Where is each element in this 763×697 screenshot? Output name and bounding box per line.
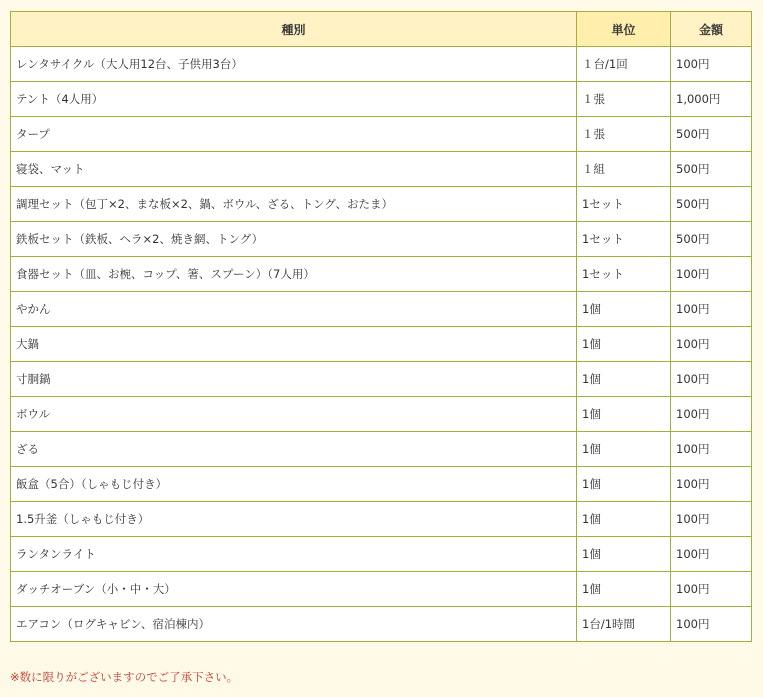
cell-price: 500円 xyxy=(671,187,752,222)
cell-price: 100円 xyxy=(671,467,752,502)
cell-price: 100円 xyxy=(671,257,752,292)
cell-unit: １張 xyxy=(577,117,671,152)
cell-unit: 1個 xyxy=(577,397,671,432)
cell-unit: 1個 xyxy=(577,362,671,397)
cell-category: 寝袋、マット xyxy=(11,152,577,187)
header-unit: 単位 xyxy=(577,12,671,47)
cell-price: 100円 xyxy=(671,327,752,362)
cell-unit: 1個 xyxy=(577,467,671,502)
cell-unit: 1セット xyxy=(577,222,671,257)
cell-unit: １台/1回 xyxy=(577,47,671,82)
rental-price-table xyxy=(10,11,752,642)
cell-unit: 1個 xyxy=(577,292,671,327)
table-row xyxy=(11,327,752,362)
table-row xyxy=(11,222,752,257)
table-row xyxy=(11,152,752,187)
table-row xyxy=(11,397,752,432)
cell-price: 100円 xyxy=(671,362,752,397)
cell-unit: 1個 xyxy=(577,537,671,572)
cell-category: タープ xyxy=(11,117,577,152)
cell-price: 500円 xyxy=(671,152,752,187)
cell-price: 500円 xyxy=(671,222,752,257)
table-row xyxy=(11,187,752,222)
rental-table-container xyxy=(10,11,751,642)
cell-category: ざる xyxy=(11,432,577,467)
cell-category: 調理セット（包丁×2、まな板×2、鍋、ボウル、ざる、トング、おたま） xyxy=(11,187,577,222)
cell-price: 100円 xyxy=(671,292,752,327)
table-row xyxy=(11,537,752,572)
cell-unit: 1セット xyxy=(577,187,671,222)
cell-category: やかん xyxy=(11,292,577,327)
cell-category: 大鍋 xyxy=(11,327,577,362)
cell-unit: 1個 xyxy=(577,572,671,607)
cell-price: 100円 xyxy=(671,572,752,607)
cell-category: 食器セット（皿、お椀、コップ、箸、スプーン）（7人用） xyxy=(11,257,577,292)
table-row xyxy=(11,257,752,292)
cell-price: 1,000円 xyxy=(671,82,752,117)
availability-note: ※数に限りがございますのでご了承下さい。 xyxy=(10,670,239,684)
cell-category: ランタンライト xyxy=(11,537,577,572)
cell-unit: 1個 xyxy=(577,327,671,362)
cell-category: 鉄板セット（鉄板、ヘラ×2、焼き網、トング） xyxy=(11,222,577,257)
table-row xyxy=(11,572,752,607)
cell-unit: 1個 xyxy=(577,502,671,537)
table-row xyxy=(11,82,752,117)
table-row xyxy=(11,292,752,327)
table-row xyxy=(11,117,752,152)
header-price: 金額 xyxy=(671,12,752,47)
table-row xyxy=(11,502,752,537)
cell-price: 100円 xyxy=(671,432,752,467)
cell-price: 100円 xyxy=(671,397,752,432)
table-header-row xyxy=(11,12,752,47)
cell-category: エアコン（ログキャビン、宿泊棟内） xyxy=(11,607,577,642)
table-row xyxy=(11,467,752,502)
cell-price: 100円 xyxy=(671,47,752,82)
header-category: 種別 xyxy=(11,12,577,47)
cell-category: 飯盒（5合）（しゃもじ付き） xyxy=(11,467,577,502)
cell-category: 1.5升釜（しゃもじ付き） xyxy=(11,502,577,537)
table-row xyxy=(11,432,752,467)
cell-category: ボウル xyxy=(11,397,577,432)
table-row xyxy=(11,607,752,642)
cell-unit: １張 xyxy=(577,82,671,117)
table-body xyxy=(11,47,752,642)
table-row xyxy=(11,362,752,397)
table-row xyxy=(11,47,752,82)
cell-price: 100円 xyxy=(671,537,752,572)
cell-price: 100円 xyxy=(671,607,752,642)
cell-price: 100円 xyxy=(671,502,752,537)
cell-unit: 1台/1時間 xyxy=(577,607,671,642)
cell-category: テント（4人用） xyxy=(11,82,577,117)
cell-category: ダッチオーブン（小・中・大） xyxy=(11,572,577,607)
cell-price: 500円 xyxy=(671,117,752,152)
cell-category: 寸胴鍋 xyxy=(11,362,577,397)
cell-unit: 1個 xyxy=(577,432,671,467)
cell-category: レンタサイクル（大人用12台、子供用3台） xyxy=(11,47,577,82)
cell-unit: 1セット xyxy=(577,257,671,292)
cell-unit: １組 xyxy=(577,152,671,187)
